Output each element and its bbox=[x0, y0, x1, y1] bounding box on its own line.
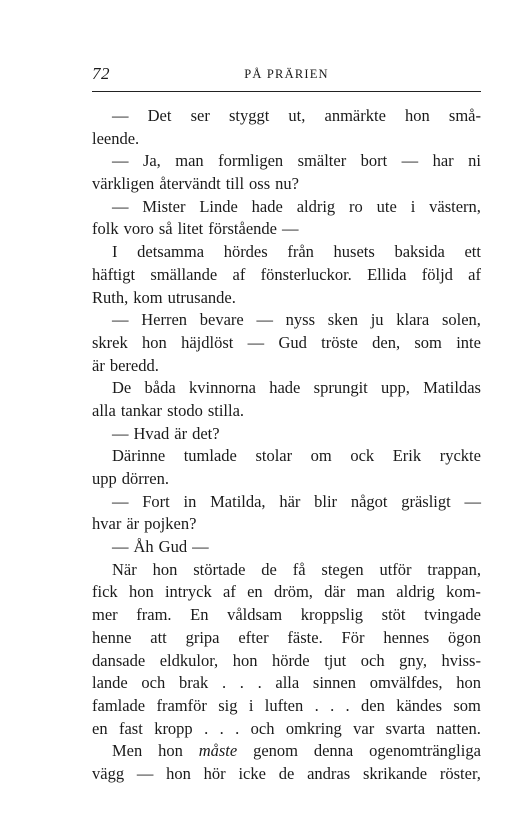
word: svarta bbox=[385, 718, 426, 738]
text-line bbox=[92, 150, 481, 173]
word: det? bbox=[192, 423, 220, 443]
word: — bbox=[112, 196, 129, 216]
text-line bbox=[92, 400, 481, 423]
word: fäste. bbox=[287, 627, 323, 647]
word: Gud bbox=[158, 537, 188, 557]
word: skrikande bbox=[362, 763, 428, 783]
word: ögon bbox=[447, 627, 481, 647]
word: beredd. bbox=[109, 355, 159, 375]
word: kropp bbox=[154, 718, 193, 738]
word: och bbox=[141, 673, 166, 693]
word: — bbox=[281, 219, 299, 239]
word: hon bbox=[166, 763, 191, 783]
text-line bbox=[92, 377, 481, 400]
word: gräsligt bbox=[401, 491, 451, 511]
text-line bbox=[92, 287, 481, 310]
word: stilla. bbox=[207, 400, 245, 420]
word: de bbox=[261, 559, 277, 579]
word: voro bbox=[123, 219, 154, 239]
word: alla bbox=[92, 400, 116, 420]
word: litet bbox=[177, 219, 204, 239]
word: röster, bbox=[439, 763, 481, 783]
word: måste bbox=[198, 741, 238, 761]
word: sprungit bbox=[313, 378, 368, 398]
word: kom bbox=[133, 287, 163, 307]
word: alla bbox=[275, 673, 300, 693]
word: värkligen bbox=[92, 174, 155, 194]
word: klara bbox=[396, 310, 430, 330]
word: Mister bbox=[142, 196, 186, 216]
word: — bbox=[112, 423, 129, 443]
word: har bbox=[432, 151, 454, 171]
word: ogenomträngliga bbox=[369, 741, 481, 761]
word: Ellida bbox=[367, 264, 407, 284]
word: i bbox=[410, 196, 416, 216]
word: Ruth, bbox=[92, 287, 129, 307]
word: återvändt bbox=[159, 174, 221, 194]
word: nu? bbox=[275, 174, 299, 194]
word: nyss bbox=[285, 310, 315, 330]
word: smälter bbox=[297, 151, 347, 171]
word: och bbox=[250, 718, 275, 738]
word: gny, bbox=[399, 650, 427, 670]
word: dansade bbox=[92, 650, 146, 670]
word: aldrig bbox=[296, 196, 336, 216]
word: styggt bbox=[228, 106, 270, 125]
word: stolar bbox=[255, 446, 293, 466]
word: lande bbox=[92, 673, 128, 693]
word: baksida bbox=[394, 242, 445, 262]
word: . bbox=[345, 695, 350, 715]
text-line bbox=[92, 423, 481, 446]
word: Herren bbox=[141, 310, 188, 330]
word: Matilda, bbox=[210, 491, 266, 511]
word: denna bbox=[313, 741, 354, 761]
word: — bbox=[112, 537, 129, 557]
word: den bbox=[361, 695, 385, 715]
word: som bbox=[414, 332, 442, 352]
word: de bbox=[278, 763, 295, 783]
word: smällande bbox=[150, 264, 218, 284]
word: ni bbox=[468, 151, 481, 171]
word: stöt bbox=[381, 605, 406, 625]
word: följd bbox=[421, 264, 453, 284]
word: husets bbox=[333, 242, 375, 262]
word: stodo bbox=[167, 400, 203, 420]
word: till bbox=[225, 174, 245, 194]
word: en bbox=[247, 582, 263, 602]
word: fönsterluckor. bbox=[260, 264, 352, 284]
body-text bbox=[92, 105, 481, 786]
word: hör bbox=[203, 763, 226, 783]
text-line bbox=[92, 581, 481, 604]
text-line bbox=[92, 468, 481, 491]
word: . bbox=[235, 718, 240, 738]
word: De bbox=[112, 378, 132, 398]
word: som bbox=[453, 695, 481, 715]
word: fick bbox=[92, 582, 118, 602]
word: kvinnorna bbox=[189, 378, 256, 398]
header-rule bbox=[92, 91, 481, 92]
word: folk bbox=[92, 219, 119, 239]
word: eldkulor, bbox=[159, 650, 219, 670]
word: Det bbox=[147, 106, 172, 125]
word: Erik bbox=[392, 446, 422, 466]
word: våldsam bbox=[227, 605, 283, 625]
word: I bbox=[112, 242, 118, 262]
word: . bbox=[257, 673, 262, 693]
word: få bbox=[292, 559, 306, 579]
word: tvingade bbox=[424, 605, 481, 625]
word: af bbox=[232, 264, 246, 284]
word: hviss- bbox=[441, 650, 481, 670]
word: — bbox=[401, 151, 419, 171]
word: en bbox=[92, 718, 108, 738]
word: var bbox=[353, 718, 375, 738]
word: tjut bbox=[324, 650, 347, 670]
word: hon bbox=[128, 582, 154, 602]
page-number: 72 bbox=[92, 64, 110, 83]
word: hördes bbox=[223, 242, 268, 262]
word: vägg bbox=[92, 763, 125, 783]
word: detsamma bbox=[137, 242, 205, 262]
word: man bbox=[356, 582, 385, 602]
word: . bbox=[221, 673, 227, 693]
word: upp, bbox=[381, 378, 410, 398]
word: . bbox=[239, 673, 244, 693]
word: västern, bbox=[429, 196, 481, 216]
word: är bbox=[174, 423, 188, 443]
word: fast bbox=[118, 718, 143, 738]
text-line bbox=[92, 173, 481, 196]
word: leende. bbox=[92, 128, 140, 148]
word: är bbox=[126, 514, 140, 534]
text-line bbox=[92, 559, 481, 582]
word: tankar bbox=[120, 400, 163, 420]
text-line bbox=[92, 740, 481, 763]
word: — bbox=[112, 310, 129, 330]
word: ro bbox=[349, 196, 363, 216]
word: Linde bbox=[199, 196, 238, 216]
text-line bbox=[92, 264, 481, 287]
word: skrek bbox=[92, 332, 128, 352]
word: där bbox=[324, 582, 346, 602]
text-line bbox=[92, 332, 481, 355]
word: — bbox=[112, 491, 129, 511]
word: af bbox=[468, 264, 481, 284]
word: ett bbox=[464, 242, 481, 262]
word: in bbox=[183, 491, 197, 511]
word: efter bbox=[238, 627, 269, 647]
word: — bbox=[136, 763, 154, 783]
word: hon bbox=[405, 106, 430, 125]
word: genom bbox=[253, 741, 298, 761]
text-line bbox=[92, 536, 481, 559]
word: om bbox=[310, 446, 332, 466]
word: dörren. bbox=[121, 469, 169, 488]
word: häjdlöst bbox=[181, 332, 234, 352]
word: af bbox=[223, 582, 236, 602]
text-line bbox=[92, 763, 481, 786]
word: båda bbox=[144, 378, 176, 398]
text-line bbox=[92, 196, 481, 219]
word: blir bbox=[314, 491, 338, 511]
word: Gud bbox=[278, 332, 307, 352]
word: fram. bbox=[136, 605, 172, 625]
text-line bbox=[92, 718, 481, 741]
word: ryckte bbox=[439, 446, 481, 466]
word: intryck bbox=[164, 582, 212, 602]
word: hon bbox=[152, 559, 178, 579]
word: — bbox=[112, 106, 129, 125]
word: . bbox=[314, 695, 319, 715]
word: Fort bbox=[142, 491, 170, 511]
text-line bbox=[92, 604, 481, 627]
word: inte bbox=[456, 332, 481, 352]
word: hade bbox=[251, 196, 283, 216]
word: oss bbox=[249, 174, 271, 194]
word: ock bbox=[350, 446, 375, 466]
word: man bbox=[175, 151, 204, 171]
word: För bbox=[341, 627, 365, 647]
word: aldrig bbox=[396, 582, 435, 602]
word: omkring bbox=[285, 718, 342, 738]
word: pojken? bbox=[144, 514, 197, 534]
text-line bbox=[92, 695, 481, 718]
word: — bbox=[192, 537, 209, 557]
word: Åh bbox=[133, 537, 154, 557]
word: En bbox=[190, 605, 209, 625]
word: förstående bbox=[208, 219, 277, 239]
word: Ja, bbox=[142, 151, 161, 171]
word: utrusande. bbox=[167, 287, 236, 307]
word: tumlade bbox=[183, 446, 237, 466]
word: hennes bbox=[383, 627, 430, 647]
text-line bbox=[92, 105, 481, 128]
text-line bbox=[92, 627, 481, 650]
word: Därinne bbox=[112, 446, 166, 466]
word: dröm, bbox=[273, 582, 313, 602]
word: kroppslig bbox=[300, 605, 364, 625]
text-line bbox=[92, 445, 481, 468]
word: stegen bbox=[321, 559, 364, 579]
word: i bbox=[248, 695, 254, 715]
word: hon bbox=[158, 741, 183, 761]
word: icke bbox=[238, 763, 266, 783]
word: sinnen bbox=[312, 673, 356, 693]
word: famlade bbox=[92, 695, 146, 715]
word: . bbox=[204, 718, 209, 738]
word: gripa bbox=[185, 627, 220, 647]
word: . bbox=[219, 718, 224, 738]
word: mer bbox=[92, 605, 118, 625]
word: tröste bbox=[321, 332, 358, 352]
word: ute bbox=[376, 196, 397, 216]
word: henne bbox=[92, 627, 132, 647]
word: små- bbox=[448, 106, 481, 125]
word: luften bbox=[264, 695, 304, 715]
text-line bbox=[92, 241, 481, 264]
word: upp bbox=[92, 469, 117, 488]
word: störtade bbox=[193, 559, 246, 579]
word: natten. bbox=[436, 718, 481, 738]
text-line bbox=[92, 309, 481, 332]
word: bort bbox=[360, 151, 388, 171]
text-line bbox=[92, 355, 481, 378]
word: — bbox=[112, 151, 129, 171]
word: När bbox=[112, 559, 137, 579]
word: brak bbox=[178, 673, 209, 693]
text-line bbox=[92, 128, 481, 151]
word: — bbox=[464, 491, 481, 511]
running-title: PÅ PRÄRIEN bbox=[244, 67, 329, 81]
text-line bbox=[92, 491, 481, 514]
word: — bbox=[256, 310, 273, 330]
word: hörde bbox=[272, 650, 310, 670]
word: hade bbox=[269, 378, 301, 398]
word: ut, bbox=[288, 106, 306, 125]
word: häftigt bbox=[92, 264, 136, 284]
word: är bbox=[92, 355, 105, 375]
text-line bbox=[92, 650, 481, 673]
page-header bbox=[92, 64, 481, 86]
word: Men bbox=[112, 741, 143, 761]
text-line bbox=[92, 672, 481, 695]
word: kom- bbox=[446, 582, 481, 602]
word: solen, bbox=[441, 310, 481, 330]
word: att bbox=[150, 627, 167, 647]
word: — bbox=[247, 332, 265, 352]
word: . bbox=[330, 695, 335, 715]
word: ser bbox=[190, 106, 210, 125]
word: framför bbox=[156, 695, 207, 715]
word: ju bbox=[370, 310, 384, 330]
word: omvälfdes, bbox=[369, 673, 443, 693]
word: Hvad bbox=[133, 423, 170, 443]
word: sig bbox=[218, 695, 238, 715]
word: något bbox=[350, 491, 388, 511]
word: hon bbox=[142, 332, 167, 352]
word: utför bbox=[379, 559, 412, 579]
text-line bbox=[92, 513, 481, 536]
word: hvar bbox=[92, 514, 122, 534]
word: här bbox=[279, 491, 301, 511]
word: formligen bbox=[218, 151, 284, 171]
word: från bbox=[287, 242, 314, 262]
word: kändes bbox=[396, 695, 443, 715]
word: hon bbox=[232, 650, 258, 670]
word: andras bbox=[307, 763, 351, 783]
word: den, bbox=[372, 332, 401, 352]
word: Matildas bbox=[423, 378, 481, 398]
word: hon bbox=[456, 673, 481, 693]
word: bevare bbox=[199, 310, 244, 330]
text-line bbox=[92, 218, 481, 241]
word: så bbox=[158, 219, 173, 239]
word: trappan, bbox=[427, 559, 481, 579]
word: sken bbox=[327, 310, 358, 330]
word: och bbox=[360, 650, 385, 670]
word: anmärkte bbox=[324, 106, 386, 125]
